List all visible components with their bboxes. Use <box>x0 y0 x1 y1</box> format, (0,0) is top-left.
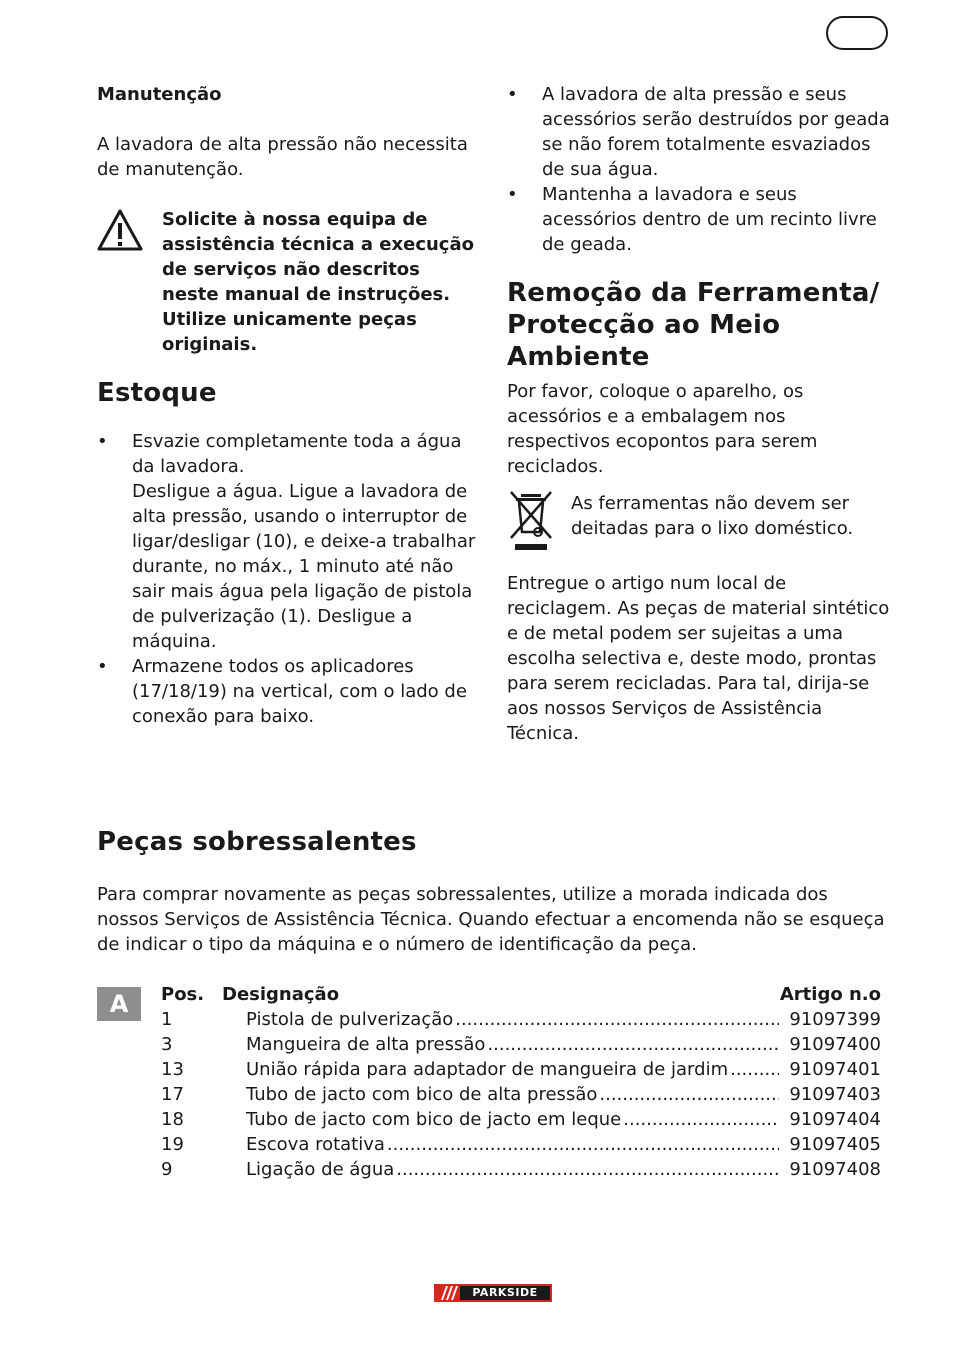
cell-designation <box>222 1082 779 1107</box>
maintenance-heading: Manutenção <box>97 84 222 105</box>
cell-designation <box>222 1032 779 1057</box>
cell-pos: 17 <box>161 1084 184 1105</box>
cell-pos: 13 <box>161 1059 184 1080</box>
leader-dots <box>385 1132 779 1157</box>
designation-label: Escova rotativa <box>246 1134 385 1155</box>
table-header <box>161 982 881 1007</box>
table-row <box>161 1032 881 1057</box>
warning-triangle-icon <box>97 209 143 251</box>
table-row <box>161 1107 881 1132</box>
cell-article: 91097401 <box>789 1059 881 1080</box>
leader-dots <box>597 1082 779 1107</box>
warning-block <box>97 207 482 357</box>
cell-pos: 1 <box>161 1009 173 1030</box>
logo-text: PARKSIDE <box>460 1286 550 1300</box>
table-row <box>161 1057 881 1082</box>
spare-parts-table <box>161 982 881 1182</box>
table-row <box>161 1157 881 1182</box>
language-badge <box>826 16 888 50</box>
leader-dots <box>453 1007 779 1032</box>
disposal-intro: Por favor, coloque o aparelho, os acessórios e a embalagem nos respectivos ecopontos para serem reciclados. <box>507 381 818 477</box>
disposal-text: Entregue o artigo num local de reciclagem. As peças de material sintético e de metal podem ser sujeitas a uma escolha selectiva e, deste modo, prontas para serem recicladas. Para tal, dirija-se aos nossos Serviços de Assistência Técnica. <box>507 573 890 744</box>
storage-list <box>97 429 482 729</box>
table-row <box>161 1007 881 1032</box>
cell-article: 91097403 <box>789 1084 881 1105</box>
figure-label-badge: A <box>97 987 141 1021</box>
cell-article: 91097405 <box>789 1134 881 1155</box>
bullet-icon: • <box>507 184 518 205</box>
list-item-text: Mantenha a lavadora e seus acessórios dentro de um recinto livre de geada. <box>542 184 877 255</box>
cell-designation <box>222 1057 779 1082</box>
cell-designation <box>222 1107 779 1132</box>
table-row <box>161 1132 881 1157</box>
parkside-logo <box>434 1284 552 1302</box>
cell-designation <box>222 1157 779 1182</box>
spare-parts-text: Para comprar novamente as peças sobressalentes, utilize a morada indicada dos nossos Serviços de Assistência Técnica. Quando efectuar a encomenda não se esqueça de indicar o tipo da máquina e o número de identificação da peça. <box>97 884 885 955</box>
bullet-icon: • <box>507 84 518 105</box>
designation-label: Mangueira de alta pressão <box>246 1034 486 1055</box>
bin-note-block <box>507 491 892 561</box>
list-item <box>97 654 482 729</box>
cell-pos: 9 <box>161 1159 173 1180</box>
disposal-heading: Remoção da Ferramenta/ Protecção ao Meio Ambiente <box>507 278 880 372</box>
list-item <box>507 82 892 182</box>
column-header-designation: Designação <box>222 984 340 1005</box>
crossed-bin-icon <box>507 488 555 552</box>
cell-pos: 19 <box>161 1134 184 1155</box>
list-item-text: Armazene todos os aplicadores (17/18/19) na vertical, com o lado de conexão para baixo. <box>132 656 467 727</box>
designation-label: Pistola de pulverização <box>246 1009 454 1030</box>
table-body <box>161 1007 881 1182</box>
leader-dots <box>394 1157 779 1182</box>
designation-label: Ligação de água <box>246 1159 395 1180</box>
logo-stripes-icon <box>437 1284 461 1302</box>
list-item-text: Desligue a água. Ligue a lavadora de alta pressão, usando o interruptor de ligar/desligar (10), e deixe-a trabalhar durante, no máx., 1 minuto até não sair mais água pela ligação de pistola de pulverização (1). Desligue a máquina. <box>132 481 476 652</box>
right-column <box>507 82 892 746</box>
designation-label: Tubo de jacto com bico de jacto em leque <box>246 1109 622 1130</box>
list-item <box>97 429 482 654</box>
list-item-text: A lavadora de alta pressão e seus acessórios serão destruídos por geada se não forem totalmente esvaziados de sua água. <box>542 84 890 180</box>
designation-label: União rápida para adaptador de mangueira de jardim <box>246 1059 729 1080</box>
cell-pos: 18 <box>161 1109 184 1130</box>
list-item <box>507 182 892 257</box>
left-column <box>97 82 482 729</box>
designation-label: Tubo de jacto com bico de alta pressão <box>246 1084 598 1105</box>
cell-pos: 3 <box>161 1034 173 1055</box>
warning-text: Solicite à nossa equipa de assistência técnica a execução de serviços não descritos neste manual de instruções. Utilize unicamente peças originais. <box>162 209 474 355</box>
spare-parts-heading: Peças sobressalentes <box>97 827 417 857</box>
cell-designation <box>222 1007 779 1032</box>
column-header-article: Artigo n.o <box>779 984 881 1005</box>
leader-dots <box>728 1057 779 1082</box>
bin-note-text: As ferramentas não devem ser deitadas para o lixo doméstico. <box>571 493 854 539</box>
cell-article: 91097400 <box>789 1034 881 1055</box>
cell-article: 91097408 <box>789 1159 881 1180</box>
leader-dots <box>621 1107 779 1132</box>
column-header-pos: Pos. <box>161 984 205 1005</box>
storage-heading: Estoque <box>97 378 217 408</box>
leader-dots <box>485 1032 779 1057</box>
table-row <box>161 1082 881 1107</box>
list-item-text: Esvazie completamente toda a água da lavadora. <box>132 431 462 477</box>
storage-list-continued <box>507 82 892 257</box>
bullet-icon: • <box>97 431 108 452</box>
cell-designation <box>222 1132 779 1157</box>
cell-article: 91097399 <box>789 1009 881 1030</box>
bullet-icon: • <box>97 656 108 677</box>
cell-article: 91097404 <box>789 1109 881 1130</box>
maintenance-text: A lavadora de alta pressão não necessita de manutenção. <box>97 134 468 180</box>
